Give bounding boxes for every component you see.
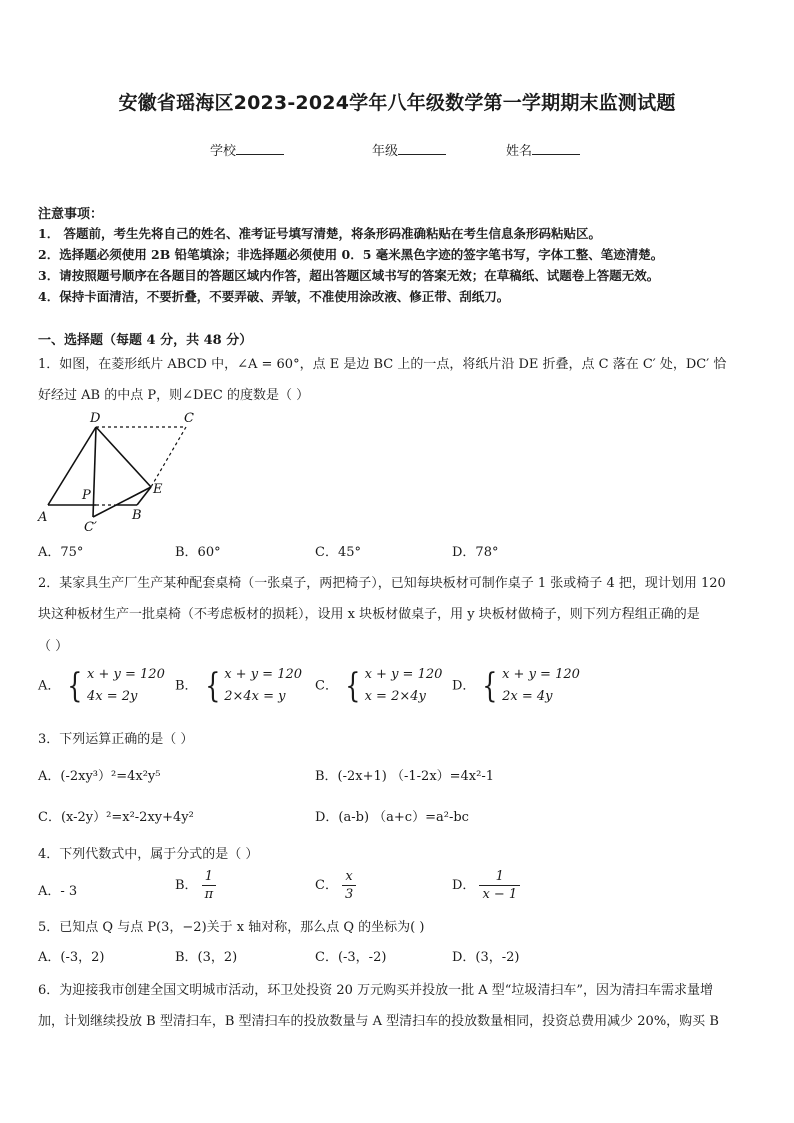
grade-label: 年级 — [372, 144, 399, 159]
q2-option-c[interactable] — [315, 664, 442, 708]
grade-field — [372, 140, 446, 159]
q4-option-a[interactable]: A．- 3 — [38, 884, 78, 899]
equation-system: { x + y = 120 x = 2×4y — [345, 666, 443, 706]
q3-stem: 3．下列运算正确的是（ ） — [38, 732, 194, 747]
q1-option-b[interactable]: B．60° — [175, 545, 221, 560]
numerator: 1 — [202, 868, 217, 886]
q2-option-b[interactable] — [175, 664, 302, 708]
school-label: 学校 — [210, 144, 237, 159]
note-item: 3．请按照题号顺序在各题目的答题区域内作答，超出答题区域书写的答案无效；在草稿纸、试题卷上答题无效。 — [38, 268, 660, 283]
option-label: C． — [315, 678, 338, 694]
fraction — [202, 868, 217, 903]
note-item: 1． 答题前，考生先将自己的姓名、准考证号填写清楚，将条形码准确粘贴在考生信息条形码粘贴区。 — [38, 226, 602, 241]
numerator: 1 — [479, 868, 520, 886]
q4-option-c[interactable] — [315, 868, 356, 903]
equation: x + y = 120 — [224, 667, 303, 682]
q3-option-d[interactable]: D．(a-b) （a+c）=a²-bc — [315, 810, 469, 825]
equation: x + y = 120 — [87, 667, 165, 682]
label-c: C — [184, 411, 194, 426]
q1-option-d[interactable]: D．78° — [452, 545, 499, 560]
option-label: C． — [315, 878, 338, 893]
q3-option-a[interactable]: A．(-2xy³）²=4x²y⁵ — [38, 769, 161, 784]
edge-cpe — [93, 487, 151, 517]
q3-option-c[interactable]: C．(x-2y）²=x²-2xy+4y² — [38, 810, 194, 825]
edge-de — [96, 427, 151, 487]
q6-stem-line2: 加，计划继续投放 B 型清扫车，B 型清扫车的投放数量与 A 型清扫车的投放数量相同，投资总费用减少 20%，购买 B — [38, 1014, 719, 1029]
name-field — [506, 140, 580, 159]
school-blank — [236, 142, 284, 155]
numerator: x — [342, 868, 356, 886]
equation: x + y = 120 — [502, 667, 580, 682]
q2-option-d[interactable] — [452, 664, 580, 708]
fold-ce — [151, 427, 186, 487]
equation: 2×4x = y — [224, 689, 286, 704]
option-label: D． — [452, 878, 476, 893]
edge-be — [137, 487, 151, 505]
q5-option-c[interactable]: C．(-3，-2) — [315, 950, 387, 965]
q3-option-b[interactable]: B．(-2x+1) （-1-2x）=4x²-1 — [315, 769, 495, 784]
q2-stem-line1: 2．某家具生产厂生产某种配套桌椅（一张桌子，两把椅子），已知每块板材可制作桌子 1 张或椅子 4 把，现计划用 120 — [38, 576, 726, 591]
note-item: 4．保持卡面清洁，不要折叠，不要弄破、弄皱，不准使用涂改液、修正带、刮纸刀。 — [38, 289, 510, 304]
q5-option-d[interactable]: D．(3，-2) — [452, 950, 520, 965]
grade-blank — [398, 142, 446, 155]
equation: 2x = 4y — [502, 689, 553, 704]
section-heading: 一、选择题（每题 4 分，共 48 分） — [38, 333, 253, 348]
q2-stem-line2: 块这种板材生产一批桌椅（不考虑板材的损耗），设用 x 块板材做桌子，用 y 块板材做椅子，则下列方程组正确的是 — [38, 607, 700, 622]
q2-option-a[interactable] — [38, 664, 165, 708]
label-e: E — [153, 482, 163, 497]
denominator: x − 1 — [482, 887, 518, 902]
notes-heading: 注意事项： — [38, 207, 104, 222]
name-blank — [532, 142, 580, 155]
q1-option-c[interactable]: C．45° — [315, 545, 361, 560]
q1-stem-line2: 好经过 AB 的中点 P，则∠DEC 的度数是（ ） — [38, 388, 310, 403]
label-d: D — [90, 411, 101, 426]
equation-system: { x + y = 120 4x = 2y — [67, 666, 165, 706]
label-a: A — [38, 510, 48, 525]
q5-option-b[interactable]: B．(3，2) — [175, 950, 238, 965]
q6-stem-line1: 6．为迎接我市创建全国文明城市活动，环卫处投资 20 万元购买并投放一批 A 型“垃圾清扫车”，因为清扫车需求量增 — [38, 983, 714, 998]
edge-dcp — [93, 427, 96, 517]
option-label: D． — [452, 678, 476, 694]
q4-option-d[interactable] — [452, 868, 520, 903]
denominator: 3 — [344, 887, 354, 902]
equation-system: { x + y = 120 2×4x = y — [204, 666, 303, 706]
school-field — [210, 140, 284, 159]
label-b: B — [132, 508, 142, 523]
option-label: B． — [175, 878, 198, 893]
note-item: 2．选择题必须使用 2B 铅笔填涂；非选择题必须使用 0．5 毫米黑色字迹的签字笔书写，字体工整、笔迹清楚。 — [38, 247, 664, 262]
label-c-prime: C′ — [84, 520, 97, 532]
q5-option-a[interactable]: A．(-3，2) — [38, 950, 105, 965]
denominator: π — [204, 887, 214, 902]
fraction — [479, 868, 520, 903]
equation: x = 2×4y — [364, 689, 426, 704]
equation: 4x = 2y — [87, 689, 138, 704]
q1-option-a[interactable]: A．75° — [38, 545, 84, 560]
name-label: 姓名 — [506, 144, 533, 159]
fraction — [342, 868, 356, 903]
label-p: P — [82, 488, 91, 503]
q1-stem-line1: 1．如图，在菱形纸片 ABCD 中，∠A = 60°，点 E 是边 BC 上的一点，将纸片沿 DE 折叠，点 C 落在 C′ 处，DC′ 恰 — [38, 357, 727, 372]
q2-stem-line3: （ ） — [38, 639, 69, 654]
rhombus-figure — [36, 407, 206, 532]
q4-stem: 4．下列代数式中，属于分式的是（ ） — [38, 847, 259, 862]
page-title: 安徽省瑶海区2023-2024学年八年级数学第一学期期末监测试题 — [118, 92, 676, 114]
q4-option-b[interactable] — [175, 868, 216, 903]
option-label: A． — [38, 678, 61, 694]
equation: x + y = 120 — [364, 667, 443, 682]
equation-system: { x + y = 120 2x = 4y — [482, 666, 580, 706]
q5-stem: 5．已知点 Q 与点 P(3，−2)关于 x 轴对称，那么点 Q 的坐标为( ) — [38, 920, 425, 935]
option-label: B． — [175, 678, 198, 694]
